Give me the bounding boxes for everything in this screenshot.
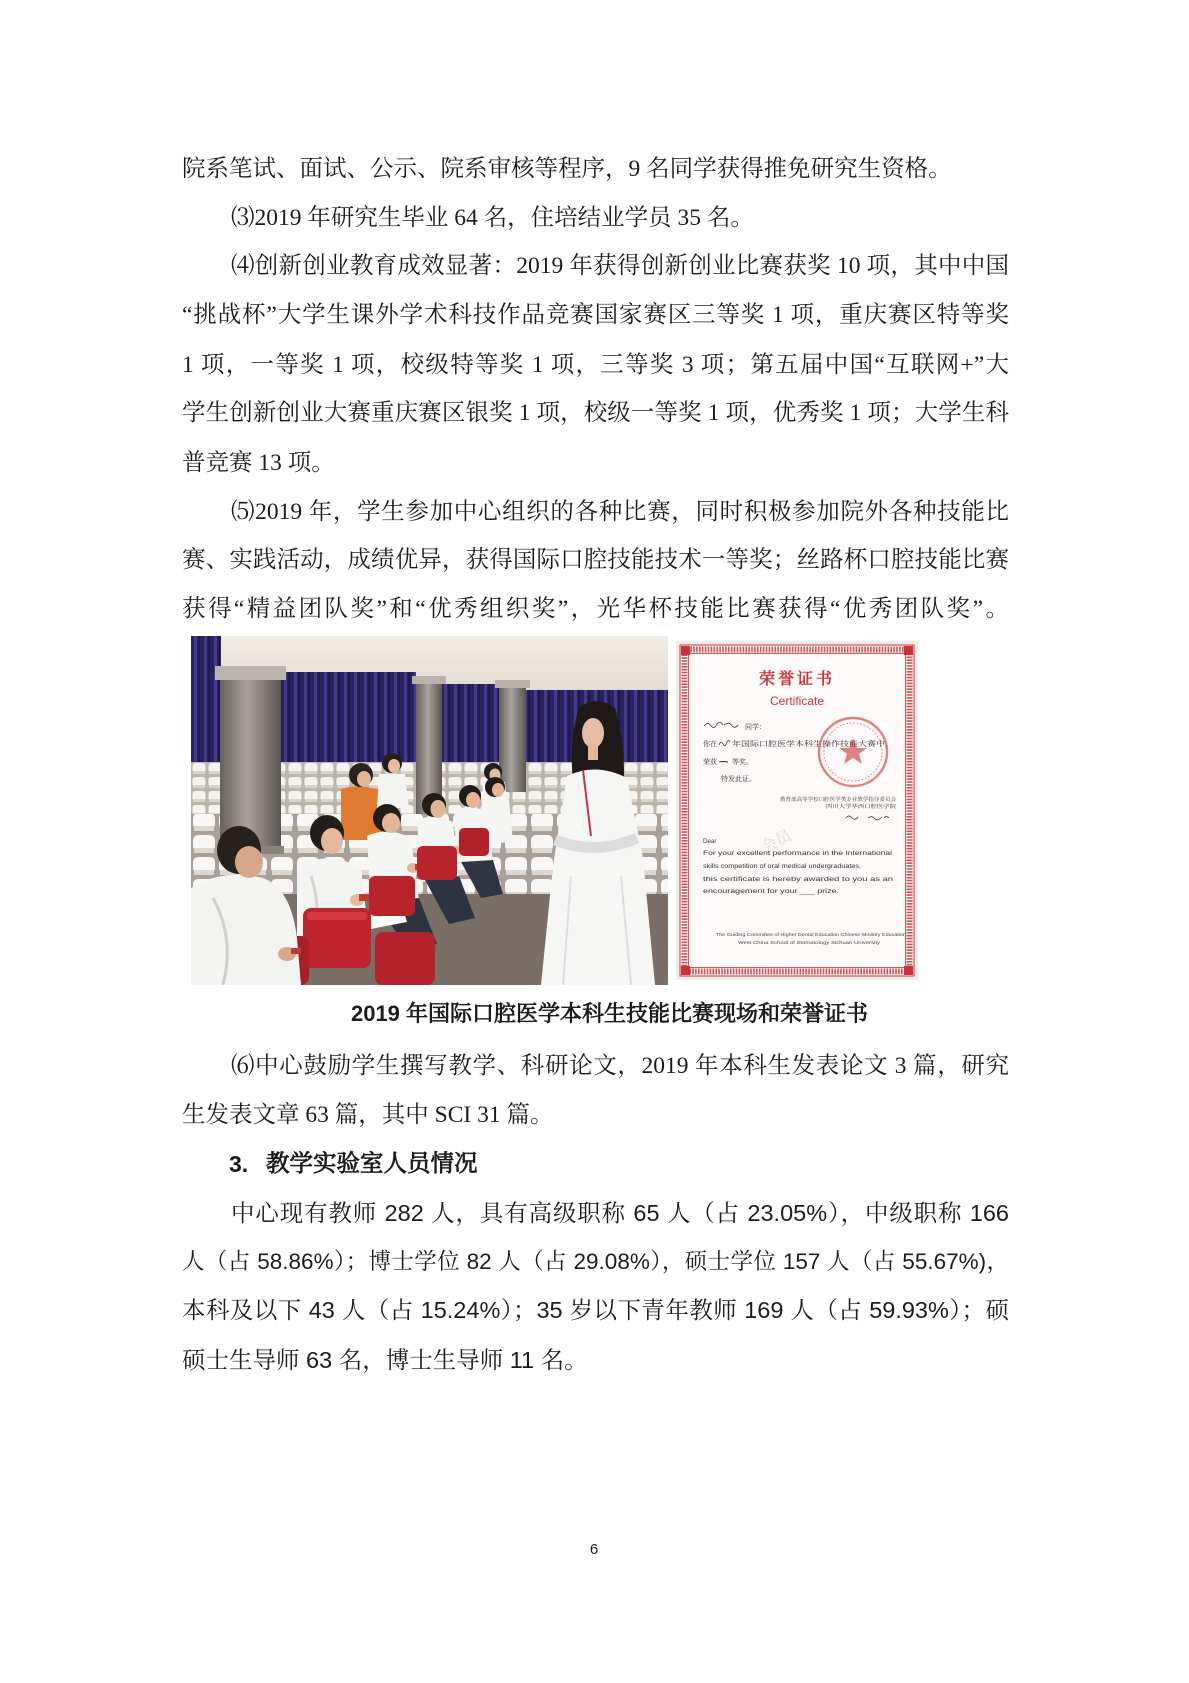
figure-caption: 2019 年国际口腔医学本科生技能比赛现场和荣誉证书 <box>350 1001 869 1026</box>
certificate-line3: 特发此证。 <box>721 775 756 783</box>
certificate-salutation: 同学： <box>745 723 766 731</box>
watermark: 会员 <box>758 827 795 858</box>
body-text-line: 学生创新创业大赛重庆赛区银奖 1 项，校级一等奖 1 项，优秀奖 1 项；大学生科 <box>182 400 1009 426</box>
body-text-line: 本科及以下 43 人（占 15.24%）；35 岁以下青年教师 169 人（占 59.93%）；硕 <box>182 1297 1009 1323</box>
body-text-line: 1 项，一等奖 1 项，校级特等奖 1 项，三等奖 3 项；第五届中国“互联网+”大 <box>182 352 1009 378</box>
certificate-footer-line: The Guiding Committee of Higher Dental Education Chinese Ministry Education <box>716 932 907 937</box>
certificate-line2-suffix: 等奖。 <box>732 758 753 766</box>
certificate-english-line: encouragement for your ___ prize. <box>703 888 840 895</box>
body-text-line: ⑷创新创业教育成效显著：2019 年获得创新创业比赛获奖 10 项，其中中国 <box>231 253 1009 279</box>
body-text-line: 中心现有教师 282 人，具有高级职称 65 人（占 23.05%），中级职称 166 <box>231 1200 1009 1226</box>
certificate-title-en: Certificate <box>769 694 825 708</box>
body-text-line: 普竞赛 13 项。 <box>182 450 335 476</box>
body-text-line: 获得“精益团队奖”和“优秀组织奖”，光华杯技能比赛获得“优秀团队奖”。 <box>182 596 1009 622</box>
body-text-line: 人（占 58.86%）；博士学位 82 人（占 29.08%），硕士学位 157 人（占 55.67%)， <box>182 1249 1009 1274</box>
body-text-line: 硕士生导师 63 名，博士生导师 11 名。 <box>182 1347 588 1373</box>
certificate-line1-suffix: 年国际口腔医学本科生操作技能大赛中， <box>732 740 858 748</box>
certificate-title-zh: 荣誉证书 <box>758 671 836 688</box>
certificate-english-line: skills competition of oral medical undergraduates, <box>703 863 862 870</box>
certificate-issuer-line: 教育部高等学校口腔医学类专业教学指导委员会 <box>780 798 886 803</box>
certificate-english-line: For your excellent performance in the International <box>703 850 892 857</box>
certificate-issuer-line: 四川大学华西口腔医学院 <box>826 805 882 810</box>
section-title: 教学实验室人员情况 <box>266 1151 478 1177</box>
body-text-line: 院系笔试、面试、公示、院系审核等程序，9 名同学获得推免研究生资格。 <box>182 156 952 182</box>
certificate-dear: Dear <box>703 838 717 845</box>
honor-certificate <box>676 641 918 980</box>
section-number: 3. <box>229 1151 249 1177</box>
body-text-line: ⑹中心鼓励学生撰写教学、科研论文，2019 年本科生发表论文 3 篇，研究 <box>231 1053 1009 1079</box>
certificate-english-line: this certificate is hereby awarded to you as an <box>703 876 894 883</box>
body-text-line: 生发表文章 63 篇，其中 SCI 31 篇。 <box>182 1102 554 1128</box>
handwritten-grade <box>719 762 728 763</box>
certificate-line2-prefix: 荣获 <box>703 758 717 766</box>
body-text-line: ⑶2019 年研究生毕业 64 名，住培结业学员 35 名。 <box>231 205 754 231</box>
certificate-line1-prefix: 你在 <box>703 740 717 748</box>
body-text-line: ⑸2019 年，学生参加中心组织的各种比赛，同时积极参加院外各种技能比 <box>231 499 1009 525</box>
body-text-line: 赛、实践活动，成绩优异，获得国际口腔技能技术一等奖；丝路杯口腔技能比赛 <box>182 547 1009 573</box>
page-number: 6 <box>589 1541 599 1558</box>
column <box>215 666 286 854</box>
body-text-line: “挑战杯”大学生课外学术科技作品竞赛国家赛区三等奖 1 项，重庆赛区特等奖 <box>182 302 1009 328</box>
certificate-footer-line: West China School of Stomatology Sichuan University <box>738 940 882 945</box>
competition-photo <box>191 636 668 985</box>
